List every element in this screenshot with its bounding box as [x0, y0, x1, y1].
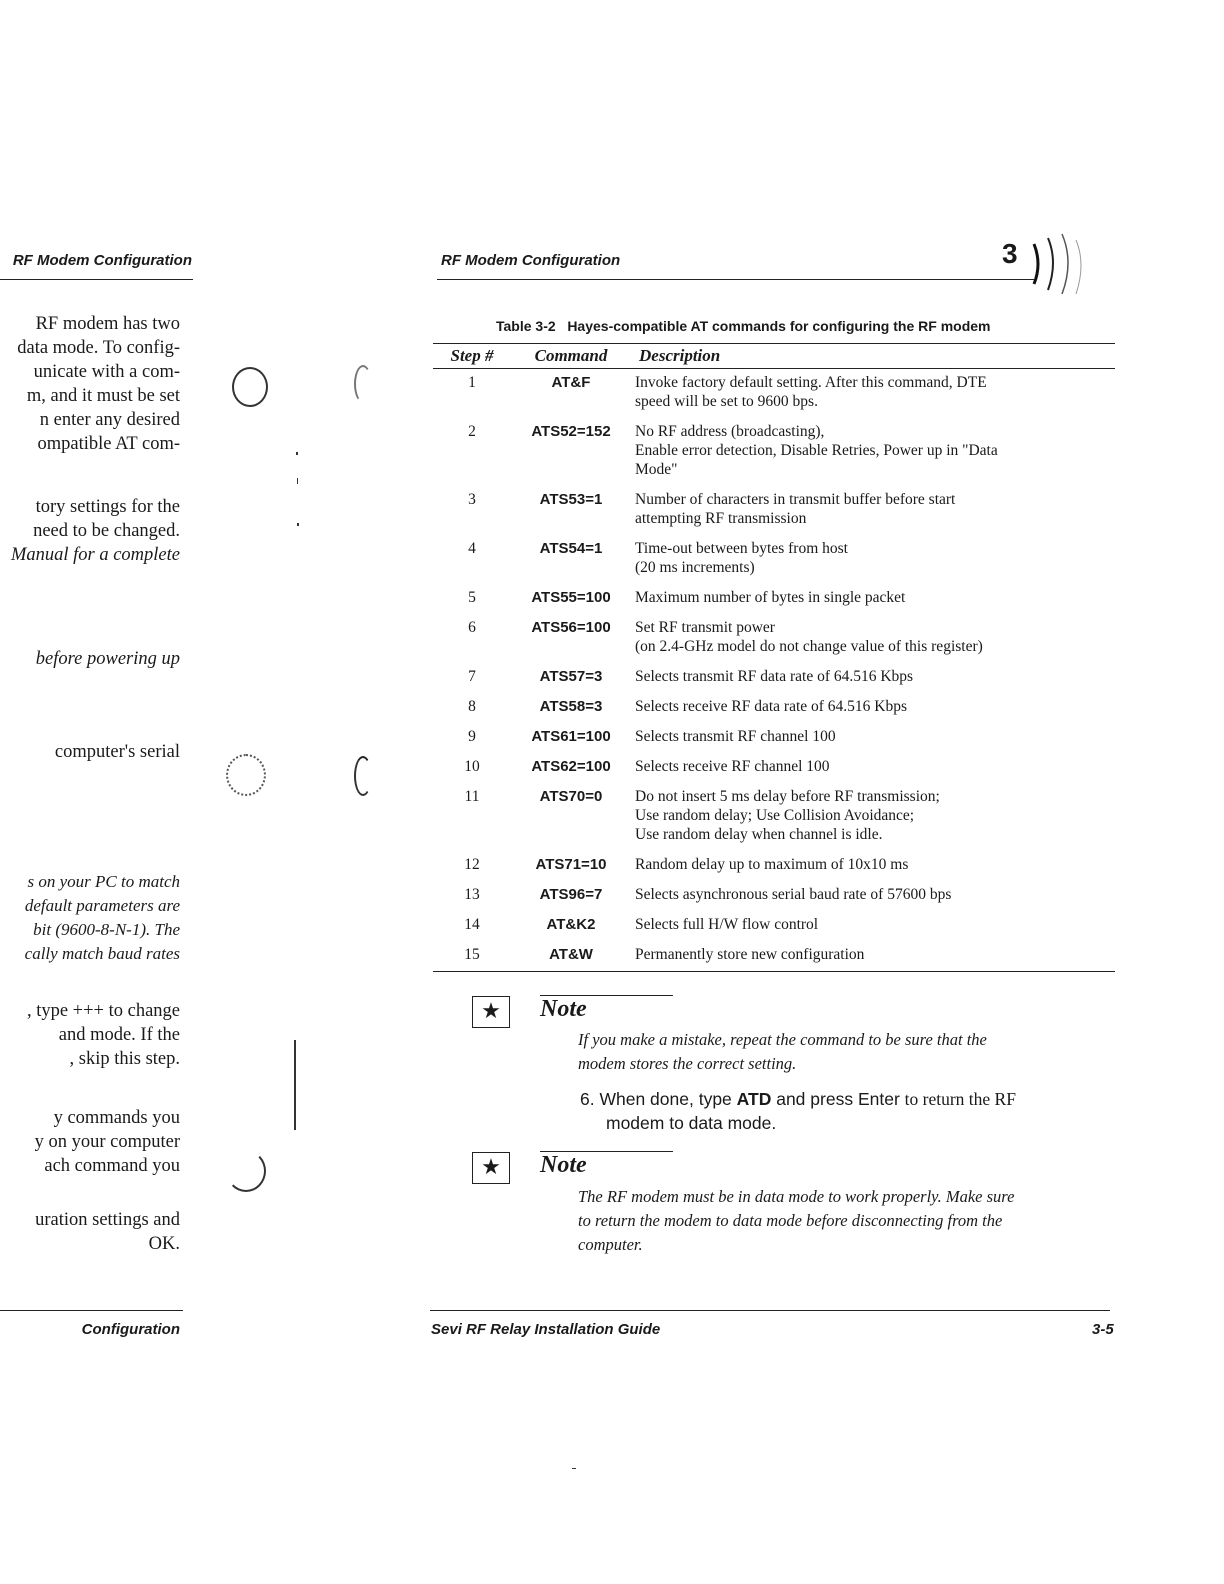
- step-cell: 6: [468, 619, 476, 636]
- step-cell: 15: [433, 941, 511, 972]
- left-text-line: and mode. If the: [58, 1025, 180, 1045]
- command-cell: AT&W: [511, 941, 631, 972]
- note-label: Note: [540, 995, 673, 1023]
- left-text-line: computer's serial: [54, 742, 180, 762]
- command-cell: AT&K2: [546, 916, 596, 933]
- description-cell: [631, 486, 1115, 535]
- left-text-line: ompatible AT com-: [37, 434, 180, 454]
- table-row: [433, 723, 1115, 753]
- binder-hole: [226, 754, 266, 796]
- step-cell: 1: [468, 374, 476, 391]
- description-line: speed will be set to 9600 bps.: [635, 393, 818, 410]
- left-text-line: cally match baud rates: [24, 944, 180, 963]
- command-cell: ATS61=100: [531, 728, 611, 745]
- left-text-line: need to be changed.: [33, 521, 180, 541]
- column-header-command: Command: [511, 344, 631, 369]
- description-line: Number of characters in transmit buffer before start: [635, 491, 956, 508]
- left-text-line: before powering up: [35, 649, 180, 669]
- note-text-line: The RF modem must be in data mode to work properly. Make sure: [578, 1187, 1015, 1206]
- step-text: modem to data mode.: [606, 1113, 777, 1133]
- right-footer-rule: [430, 1310, 1110, 1311]
- left-footer-rule: [0, 1310, 183, 1311]
- note-text-line: computer.: [578, 1235, 643, 1254]
- table-row: [433, 941, 1115, 972]
- key-enter: Enter: [857, 1089, 900, 1109]
- right-page-footer-title: Sevi RF Relay Installation Guide: [431, 1321, 661, 1338]
- table-row: [433, 693, 1115, 723]
- binder-hole: [354, 756, 372, 796]
- left-text-line: tory settings for the: [35, 497, 180, 517]
- step-text: and press: [776, 1089, 854, 1109]
- step-cell: 13: [464, 886, 480, 903]
- left-text-line: ach command you: [44, 1156, 180, 1176]
- step-cell: 14: [464, 916, 480, 933]
- step-number: 6.: [580, 1089, 595, 1109]
- description-line: Use random delay; Use Collision Avoidance;: [635, 807, 915, 824]
- step-cell: 3: [468, 491, 476, 508]
- description-line: attempting RF transmission: [635, 510, 807, 527]
- description-cell: [631, 584, 1115, 614]
- chapter-tab-icon: [1030, 232, 1090, 294]
- step-cell: 8: [468, 698, 476, 715]
- left-text-line: OK.: [148, 1234, 180, 1254]
- step-cell: 11: [464, 788, 480, 805]
- description-line: Permanently store new configuration: [635, 946, 865, 963]
- description-cell: [631, 535, 1115, 584]
- command-cell: ATS57=3: [539, 668, 603, 685]
- left-text-line: Manual for a complete: [10, 545, 180, 565]
- left-page-footer: Configuration: [81, 1321, 180, 1338]
- scan-mark: [297, 523, 299, 526]
- description-cell: [631, 753, 1115, 783]
- left-text-line: m, and it must be set: [26, 386, 180, 406]
- table-row: [433, 369, 1115, 419]
- note-text-line: modem stores the correct setting.: [578, 1054, 797, 1073]
- chapter-number: 3: [1002, 238, 1018, 269]
- chapter-tab-lines: [1030, 232, 1090, 304]
- description-cell: [631, 881, 1115, 911]
- description-line: Selects full H/W flow control: [635, 916, 819, 933]
- description-cell: [631, 663, 1115, 693]
- description-line: Maximum number of bytes in single packet: [635, 589, 906, 606]
- left-text-line: y commands you: [53, 1108, 180, 1128]
- description-cell: [631, 693, 1115, 723]
- left-text-line: uration settings and: [35, 1210, 180, 1230]
- command-cell: ATS58=3: [539, 698, 603, 715]
- description-line: (on 2.4-GHz model do not change value of this register): [635, 638, 983, 655]
- step-cell: 2: [468, 423, 476, 440]
- step-cell: 10: [464, 758, 480, 775]
- column-header-description: Description: [631, 344, 1115, 369]
- scan-mark: [296, 452, 298, 455]
- step-cell: 9: [468, 728, 476, 745]
- command-cell: ATS53=1: [539, 491, 603, 508]
- description-line: Selects receive RF data rate of 64.516 Kbps: [635, 698, 908, 715]
- binder-hole: [354, 365, 372, 403]
- left-text-line: unicate with a com-: [33, 362, 180, 382]
- column-header-step: Step #: [433, 344, 511, 369]
- left-text-line: y on your computer: [34, 1132, 180, 1152]
- note-label: Note: [540, 1151, 673, 1179]
- left-page-header: RF Modem Configuration: [12, 252, 192, 269]
- binder-hole: [232, 367, 268, 407]
- description-line: Enable error detection, Disable Retries, Power up in "Data: [635, 442, 998, 459]
- table-row: [433, 614, 1115, 663]
- left-text-line: bit (9600-8-N-1). The: [33, 920, 180, 939]
- step-cell: 5: [468, 589, 476, 606]
- left-header-rule: [0, 279, 193, 280]
- command-cell: ATS54=1: [539, 540, 603, 557]
- table-row: [433, 911, 1115, 941]
- table-row: [433, 753, 1115, 783]
- table-row: [433, 584, 1115, 614]
- left-text-line: default parameters are: [24, 896, 180, 915]
- table-row: [433, 535, 1115, 584]
- page-number: 3-5: [1092, 1321, 1114, 1338]
- star-icon: ★: [472, 1152, 510, 1184]
- description-cell: [631, 851, 1115, 881]
- left-text-line: s on your PC to match: [27, 872, 180, 891]
- command-cell: ATS52=152: [531, 423, 611, 440]
- left-text-line: n enter any desired: [39, 410, 180, 430]
- binder-hole: [226, 1150, 266, 1192]
- step-cell: 4: [468, 540, 476, 557]
- description-line: Selects transmit RF data rate of 64.516 Kbps: [635, 668, 914, 685]
- table-row: [433, 783, 1115, 851]
- right-header-rule: [437, 279, 1034, 280]
- star-icon: ★: [472, 996, 510, 1028]
- right-page-header: RF Modem Configuration: [441, 252, 621, 269]
- description-line: (20 ms increments): [635, 559, 755, 576]
- description-line: Selects asynchronous serial baud rate of 57600 bps: [635, 886, 952, 903]
- table-row: [433, 851, 1115, 881]
- description-cell: [631, 614, 1115, 663]
- table-row: [433, 881, 1115, 911]
- command-cell: ATS70=0: [539, 788, 603, 805]
- scan-mark: [294, 1040, 296, 1130]
- step-text: to return the RF: [904, 1089, 1016, 1109]
- command-cell: ATS96=7: [539, 886, 603, 903]
- command-cell: ATS56=100: [531, 619, 611, 636]
- command-cell: ATS71=10: [535, 856, 607, 873]
- description-line: Random delay up to maximum of 10x10 ms: [635, 856, 909, 873]
- step-text: When done, type: [599, 1089, 732, 1109]
- description-line: Set RF transmit power: [635, 619, 775, 636]
- description-cell: [631, 418, 1115, 486]
- note-text-line: If you make a mistake, repeat the command to be sure that the: [578, 1030, 987, 1049]
- description-cell: [631, 911, 1115, 941]
- table-header-row: [433, 344, 1115, 369]
- at-commands-table: [433, 343, 1115, 972]
- scan-mark: [297, 478, 298, 484]
- left-text-line: , skip this step.: [69, 1049, 180, 1069]
- description-cell: [631, 941, 1115, 972]
- note-text-line: to return the modem to data mode before disconnecting from the: [578, 1211, 1003, 1230]
- command-cell: AT&F: [551, 374, 591, 391]
- description-line: Use random delay when channel is idle.: [635, 826, 883, 843]
- table-row: [433, 418, 1115, 486]
- description-cell: [631, 369, 1115, 419]
- description-line: Selects transmit RF channel 100: [635, 728, 836, 745]
- description-cell: [631, 783, 1115, 851]
- command-cell: ATS62=100: [531, 758, 611, 775]
- description-line: Invoke factory default setting. After this command, DTE: [635, 374, 987, 391]
- description-line: Do not insert 5 ms delay before RF transmission;: [635, 788, 940, 805]
- command-cell: ATS55=100: [531, 589, 611, 606]
- table-row: [433, 486, 1115, 535]
- left-text-line: RF modem has two: [35, 314, 180, 334]
- description-cell: [631, 723, 1115, 753]
- table-row: [433, 663, 1115, 693]
- step-6: [580, 1087, 1016, 1135]
- step-cell: 7: [468, 668, 476, 685]
- step-cell: 12: [464, 856, 480, 873]
- left-text-line: data mode. To config-: [17, 338, 180, 358]
- description-line: Mode": [635, 461, 678, 478]
- table-caption: Table 3-2 Hayes-compatible AT commands for configuring the RF modem: [496, 318, 991, 334]
- command-atd: ATD: [736, 1089, 772, 1109]
- description-line: Time-out between bytes from host: [635, 540, 848, 557]
- description-line: Selects receive RF channel 100: [635, 758, 830, 775]
- description-line: No RF address (broadcasting),: [635, 423, 825, 440]
- scan-mark: [572, 1468, 576, 1469]
- left-text-line: , type +++ to change: [26, 1001, 180, 1021]
